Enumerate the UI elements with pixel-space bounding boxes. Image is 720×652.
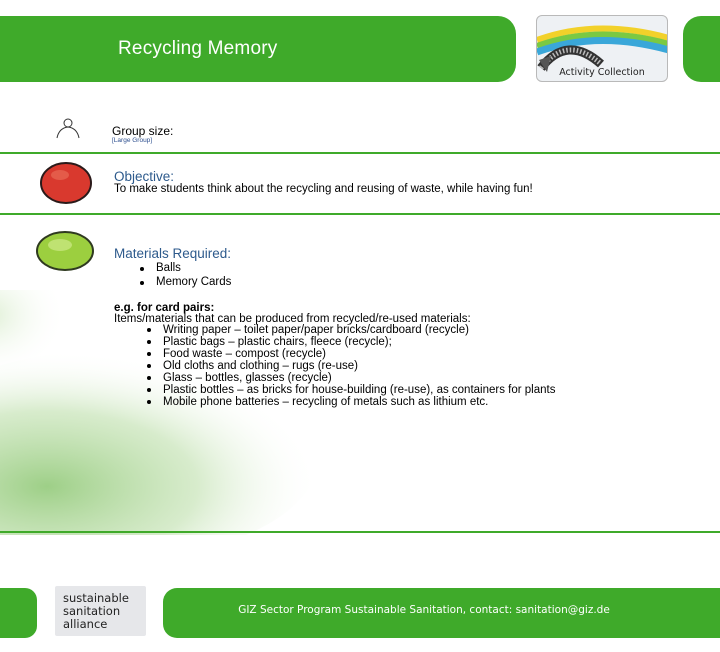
list-item: Balls bbox=[136, 262, 231, 276]
list-item: Memory Cards bbox=[136, 276, 231, 290]
group-size-label: Group size: bbox=[112, 124, 174, 138]
logo-caption: Activity Collection bbox=[559, 67, 645, 78]
card-pairs-heading: e.g. for card pairs: bbox=[114, 302, 215, 314]
list-item: Mobile phone batteries – recycling of metals such as lithium etc. bbox=[143, 396, 613, 408]
list-item: Plastic bags – plastic chairs, fleece (recycle); bbox=[143, 336, 613, 348]
activity-collection-logo bbox=[536, 15, 668, 82]
footer-contact: GIZ Sector Program Sustainable Sanitation, contact: sanitation@giz.de bbox=[238, 604, 610, 616]
red-ball-icon bbox=[38, 160, 94, 206]
ssa-logo-line: sanitation bbox=[63, 604, 121, 618]
page-title: Recycling Memory bbox=[118, 38, 278, 59]
group-size-value: [Large Group] bbox=[112, 137, 153, 144]
ssa-logo-line: alliance bbox=[63, 617, 108, 631]
list-item: Food waste – compost (recycle) bbox=[143, 348, 613, 360]
card-pairs-list bbox=[143, 324, 613, 408]
footer-left-tab bbox=[0, 588, 37, 638]
materials-heading: Materials Required: bbox=[114, 246, 232, 261]
objective-heading: Objective: bbox=[114, 169, 175, 184]
list-item: Glass – bottles, glasses (recycle) bbox=[143, 372, 613, 384]
ssa-logo-line: sustainable bbox=[63, 591, 129, 605]
green-ball-icon bbox=[34, 229, 96, 273]
list-item: Writing paper – toilet paper/paper bricks/cardboard (recycle) bbox=[143, 324, 613, 336]
list-item: Old cloths and clothing – rugs (re-use) bbox=[143, 360, 613, 372]
header-right-tab bbox=[683, 16, 720, 82]
section-divider bbox=[0, 152, 720, 154]
person-outline-icon bbox=[55, 117, 81, 139]
card-pairs-intro: Items/materials that can be produced from recycled/re-used materials: bbox=[114, 313, 471, 325]
objective-text: To make students think about the recycling and reusing of waste, while having fun! bbox=[114, 183, 533, 195]
list-item: Plastic bottles – as bricks for house-building (re-use), as containers for plants bbox=[143, 384, 613, 396]
section-divider bbox=[0, 531, 720, 533]
materials-list bbox=[136, 262, 231, 289]
section-divider bbox=[0, 213, 720, 215]
